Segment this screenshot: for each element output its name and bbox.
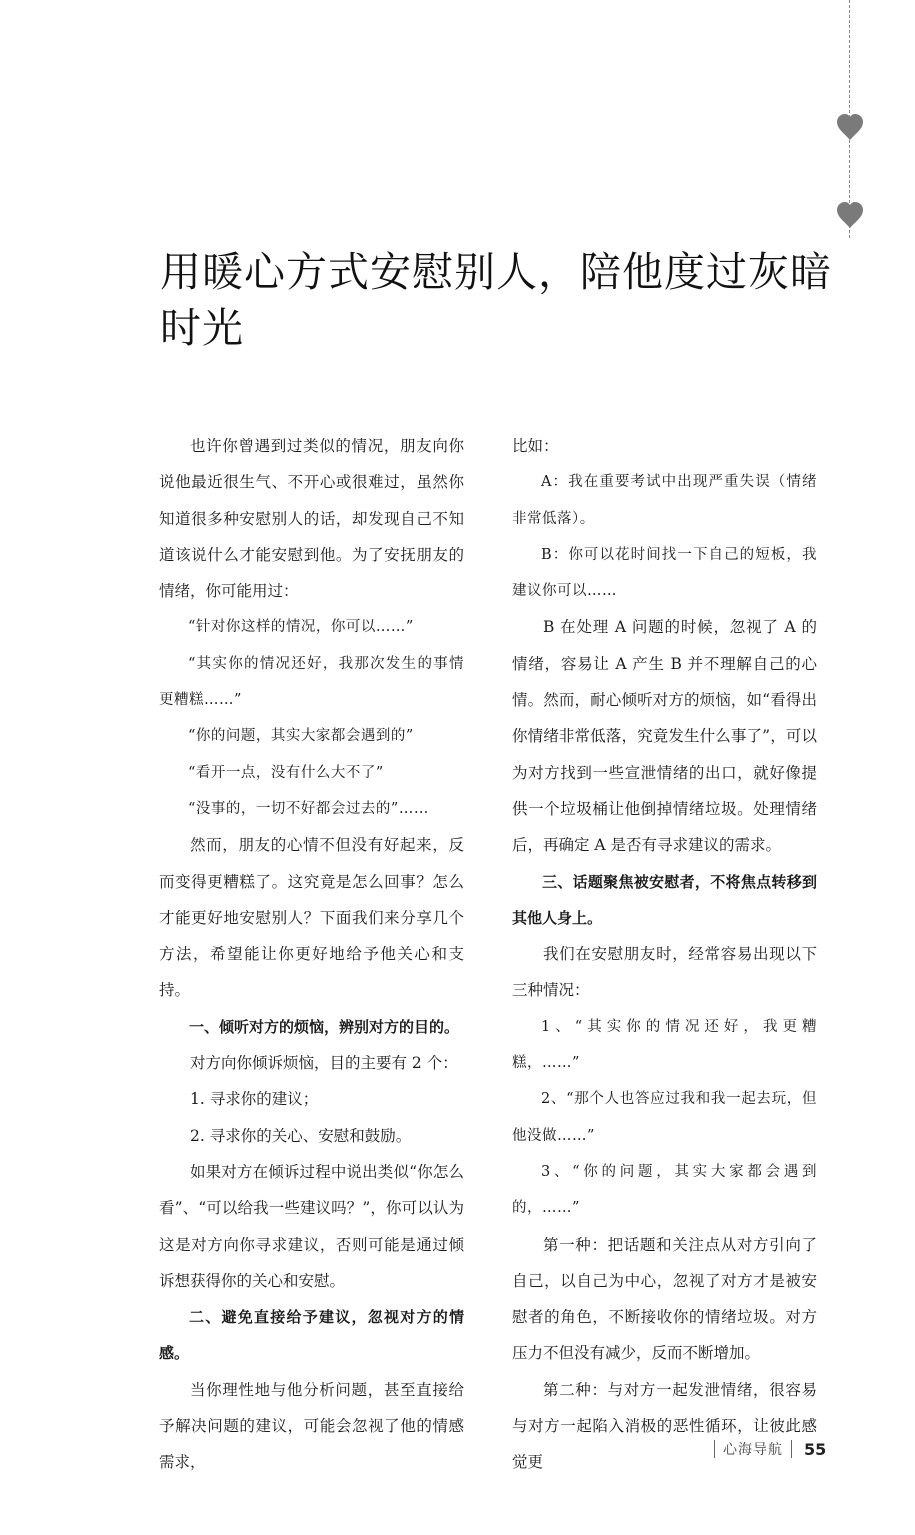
paragraph: B：你可以花时间找一下自己的短板，我建议你可以…… [512, 546, 817, 600]
paragraph: 当你理性地与他分析问题，甚至直接给予解决问题的建议，可能会忽视了他的情感需求， [159, 1380, 464, 1472]
footer-divider [791, 1440, 792, 1458]
page-number: 55 [804, 1439, 827, 1459]
paragraph: 第二种：与对方一起发泄情绪，很容易与对方一起陷入消极的恶性循环，让彼此感觉更 [512, 1380, 817, 1472]
paragraph: B 在处理 A 问题的时候，忽视了 A 的情绪，容易让 A 产生 B 并不理解自己的心情。然而，耐心倾听对方的烦恼，如“看得出你情绪非常低落，究竟发生什么事了”，可以为对方找到一些宣泄情绪的出口，就好像提供一个垃圾桶让他倒掉情绪垃圾。处理情绪后，再确定 A 是否有寻求建议的需求。 [512, 618, 817, 855]
paragraph: 2、“那个人也答应过我和我一起去玩，但他没做……” [512, 1091, 817, 1144]
right-column [512, 428, 817, 1481]
paragraph: A：我在重要考试中出现严重失误（情绪非常低落）。 [512, 474, 817, 527]
heart-icon [835, 200, 865, 230]
paragraph: “针对你这样的情况，你可以……” [188, 619, 414, 636]
section-heading: 二、避免直接给予建议，忽视对方的情感。 [159, 1308, 464, 1363]
article-title: 用暖心方式安慰别人，陪他度过灰暗时光 [160, 248, 832, 352]
footer-divider [714, 1440, 715, 1458]
section-heading: 三、话题聚焦被安慰者，不将焦点转移到其他人身上。 [512, 872, 817, 927]
paragraph: 然而，朋友的心情不但没有好起来，反而变得更糟糕了。这究竟是怎么回事？怎么才能更好地安慰别人？下面我们来分享几个方法，希望能让你更好地给予他关心和支持。 [159, 836, 464, 1000]
paragraph: 也许你曾遇到过类似的情况，朋友向你说他最近很生气、不开心或很难过，虽然你知道很多种安慰别人的话，却发现自己不知道该说什么才能安慰到他。为了安抚朋友的情绪，你可能用过： [159, 437, 464, 601]
paragraph: “没事的，一切不好都会过去的”…… [188, 800, 429, 817]
heart-icon [835, 112, 865, 142]
paragraph: 第一种：把话题和关注点从对方引向了自己，以自己为中心，忽视了对方才是被安慰者的角色，不断接收你的情绪垃圾。对方压力不但没有减少，反而不断增加。 [512, 1235, 817, 1363]
paragraph: 我们在安慰朋友时，经常容易出现以下三种情况： [512, 945, 817, 1000]
left-column [159, 428, 464, 1481]
paragraph: “看开一点，没有什么大不了” [188, 764, 384, 781]
paragraph: 1. 寻求你的建议； [190, 1090, 319, 1109]
paragraph: “其实你的情况还好，我那次发生的事情更糟糕……” [159, 655, 464, 709]
paragraph: 如果对方在倾诉过程中说出类似“你怎么看”、“可以给我一些建议吗？”，你可以认为这是对方向你寻求建议，否则可能是通过倾诉想获得你的关心和安慰。 [159, 1162, 464, 1290]
paragraph: “你的问题，其实大家都会遇到的” [188, 728, 414, 745]
paragraph: 2. 寻求你的关心、安慰和鼓励。 [190, 1126, 412, 1145]
section-heading: 一、倾听对方的烦恼，辨别对方的目的。 [189, 1017, 460, 1036]
paragraph: 1、“其实你的情况还好，我更糟糕，……” [512, 1018, 817, 1072]
section-name: 心海导航 [723, 1442, 783, 1458]
paragraph: 对方向你倾诉烦恼，目的主要有 2 个： [190, 1054, 458, 1073]
paragraph: 3、“你的问题，其实大家都会遇到的，……” [512, 1163, 817, 1217]
page-footer [706, 1436, 826, 1462]
paragraph: 比如： [512, 437, 559, 455]
